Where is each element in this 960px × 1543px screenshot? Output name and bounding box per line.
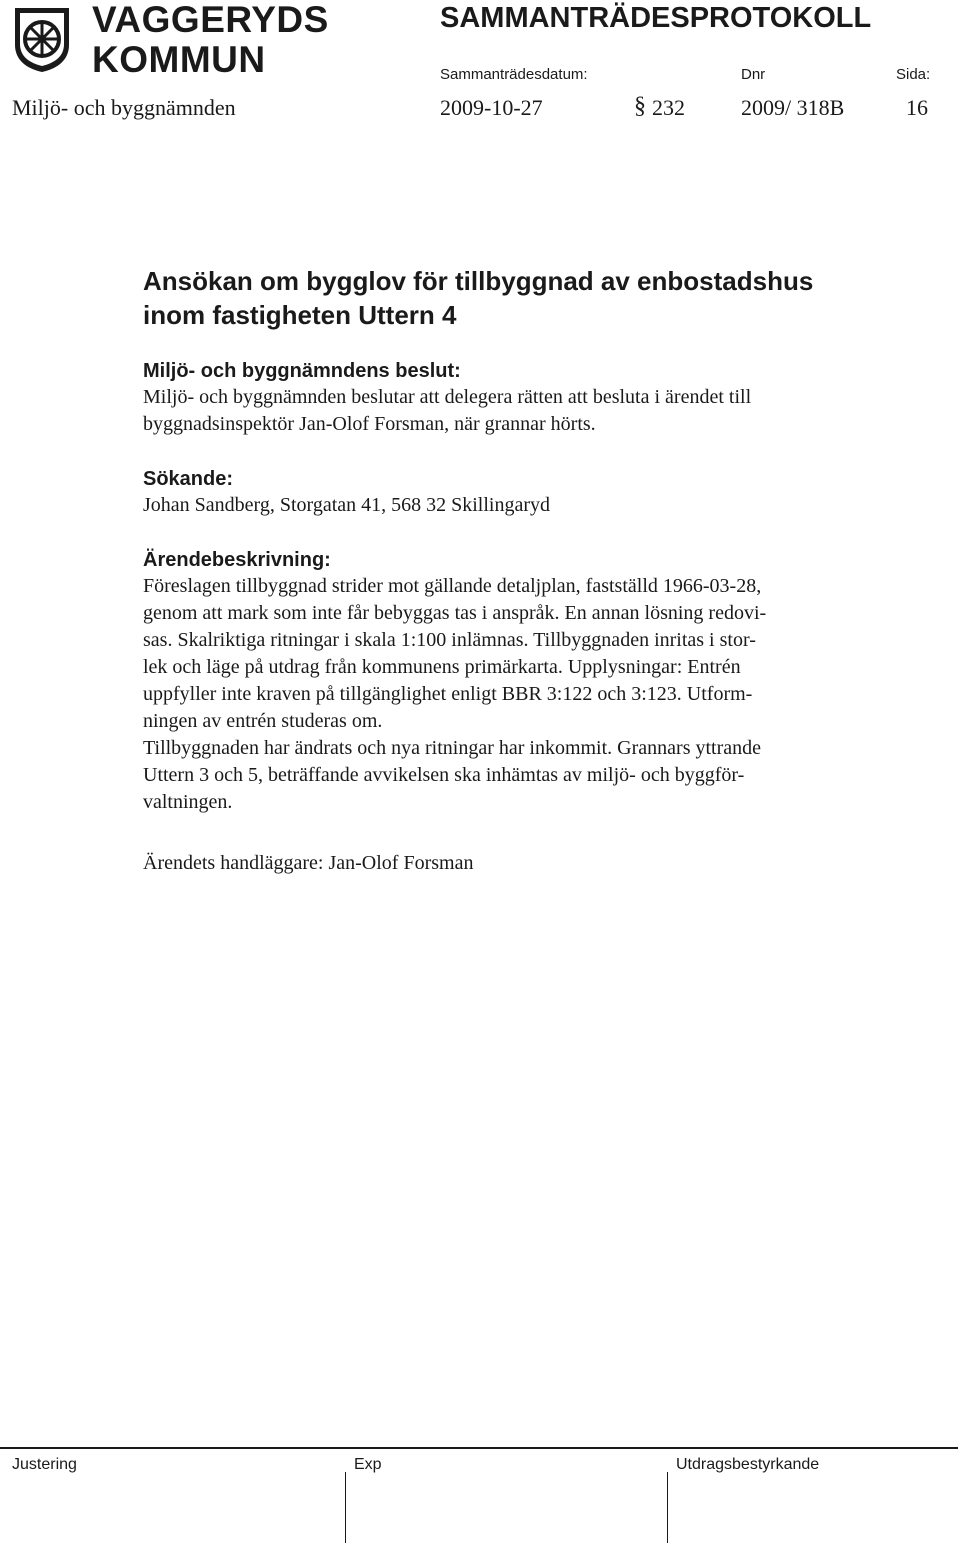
exp-label: Exp: [354, 1456, 382, 1473]
dnr-label: Dnr: [741, 66, 766, 83]
page-number: 16: [906, 95, 928, 120]
footer-column-separator: [667, 1472, 668, 1543]
applicant-heading: Sökande:: [143, 468, 234, 490]
description-line: Föreslagen tillbyggnad strider mot gällande detaljplan, fastställd 1966-03-28,: [143, 575, 762, 597]
justering-label: Justering: [12, 1456, 77, 1473]
case-number: 2009/ 318B: [741, 95, 845, 120]
meeting-date: 2009-10-27: [440, 95, 543, 120]
logo-line-2: KOMMUN: [92, 39, 266, 80]
municipality-emblem-icon: [12, 5, 72, 73]
logo-line-1: VAGGERYDS: [92, 0, 329, 40]
decision-heading: Miljö- och byggnämndens beslut:: [143, 360, 461, 382]
footer-column-separator: [345, 1472, 346, 1543]
case-title-line-2: inom fastigheten Uttern 4: [143, 300, 457, 330]
decision-section: [143, 358, 903, 438]
section-symbol: §: [634, 93, 646, 119]
description-line: ningen av entrén studeras om.: [143, 710, 383, 732]
committee-name: Miljö- och byggnämnden: [12, 95, 236, 120]
section-number: 232: [652, 95, 685, 120]
description-line: genom att mark som inte får bebyggas tas i anspråk. En annan lösning redovi-: [143, 602, 767, 624]
case-title-line-1: Ansökan om bygglov för tillbyggnad av enbostadshus: [143, 266, 814, 296]
description-line: Tillbyggnaden har ändrats och nya ritningar har inkommit. Grannars yttrande: [143, 737, 761, 759]
utdragsbestyrkande-label: Utdragsbestyrkande: [676, 1456, 820, 1473]
decision-line-1: Miljö- och byggnämnden beslutar att delegera rätten att besluta i ärendet till: [143, 386, 752, 408]
description-heading: Ärendebeskrivning:: [143, 549, 331, 571]
page-label: Sida:: [896, 66, 931, 83]
meeting-date-label: Sammanträdesdatum:: [440, 66, 588, 83]
document-type-title: SAMMANTRÄDESPROTOKOLL: [440, 2, 872, 34]
applicant-section: [143, 466, 903, 519]
description-section: [143, 547, 903, 816]
description-line: uppfyller inte kraven på tillgänglighet enligt BBR 3:122 och 3:123. Utform-: [143, 683, 753, 705]
applicant-text: Johan Sandberg, Storgatan 41, 568 32 Skillingaryd: [143, 494, 551, 516]
footer-divider: [0, 1447, 958, 1449]
case-title: [143, 264, 903, 332]
description-line: valtningen.: [143, 791, 233, 813]
municipality-logo-text: [92, 0, 329, 80]
decision-line-2: byggnadsinspektör Jan-Olof Forsman, när grannar hörts.: [143, 413, 596, 435]
description-line: Uttern 3 och 5, beträffande avvikelsen ska inhämtas av miljö- och byggför-: [143, 764, 745, 786]
case-handler: Ärendets handläggare: Jan-Olof Forsman: [143, 852, 474, 874]
description-line: sas. Skalriktiga ritningar i skala 1:100 inlämnas. Tillbyggnaden inritas i stor-: [143, 629, 756, 651]
description-line: lek och läge på utdrag från kommunens primärkarta. Upplysningar: Entrén: [143, 656, 741, 678]
